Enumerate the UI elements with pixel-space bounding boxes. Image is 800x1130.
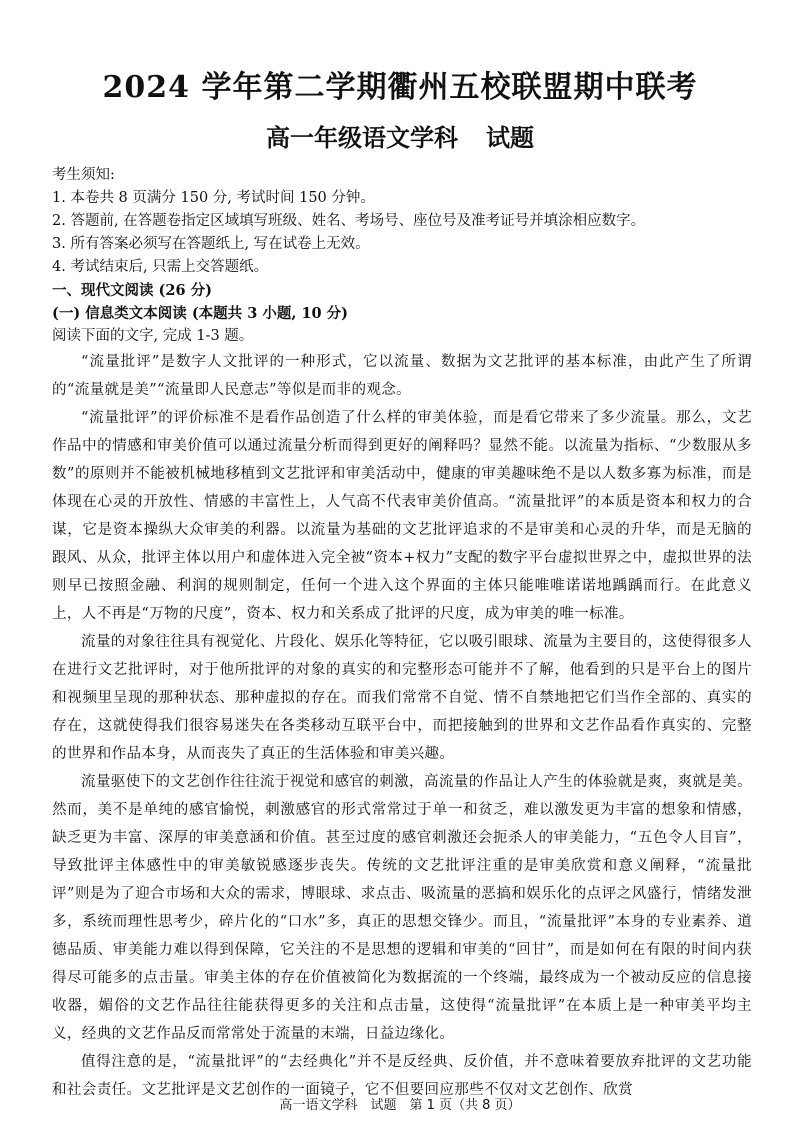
page-footer: 高一语文学科 试题 第 1 页（共 8 页） xyxy=(279,1098,521,1113)
passage-paragraph-3: 流量的对象往往具有视觉化、片段化、娱乐化等特征，它以吸引眼球、流量为主要目的，这使得很多人在进行文艺批评时，对于他所批评的对象的真实的和完整形态可能并不了解，他看到的只是平台上的图片和视频里呈现的那种状态、那种虚拟的存在。而我们常常不自觉、情不自禁地把它们当作全部的、真实的存在，这就使得我们很容易迷失在各类移动互联平台中，而把接触到的世界和文艺作品看作真实的、完整的世界和作品本身，从而丧失了真正的生活体验和审美兴趣。 xyxy=(52,634,752,762)
subject-label: 高一年级语文学科 xyxy=(266,123,458,152)
exam-title: 2024 学年第二学期衢州五校联盟期中联考 xyxy=(102,70,698,105)
notice-item: 2. 答题前, 在答题卷指定区域填写班级、姓名、考场号、座位号及准考证号并填涂相应数字。 xyxy=(52,213,646,229)
section-subheading: (一) 信息类文本阅读 (本题共 3 小题, 10 分) xyxy=(52,305,349,322)
reading-instruction: 阅读下面的文字, 完成 1-3 题。 xyxy=(52,328,254,344)
passage-paragraph-5: 值得注意的是，“流量批评”的“去经典化”并不是反经典、反价值，并不意味着要放弃批评的文艺功能和社会责任。文艺批评是文艺创作的一面镜子，它不但要回应那些不仅对文艺创作、欣赏 xyxy=(52,1054,752,1098)
notice-item: 3. 所有答案必须写在答题纸上, 写在试卷上无效。 xyxy=(52,236,370,252)
exam-subtitle xyxy=(0,118,800,153)
paper-type-label: 试题 xyxy=(486,123,534,152)
notice-item: 1. 本卷共 8 页满分 150 分, 考试时间 150 分钟。 xyxy=(52,190,375,206)
passage-paragraph-1: “流量批评”是数字人文批评的一种形式，它以流量、数据为文艺批评的基本标准，由此产生了所谓的“流量就是美”“流量即人民意志”等似是而非的观念。 xyxy=(52,354,752,398)
notice-heading: 考生须知: xyxy=(52,167,115,183)
notice-item: 4. 考试结束后, 只需上交答题纸。 xyxy=(52,259,269,275)
passage-paragraph-2: “流量批评”的评价标准不是看作品创造了什么样的审美体验，而是看它带来了多少流量。那么，文艺作品中的情感和审美价值可以通过流量分析而得到更好的阐释吗？显然不能。以流量为指标、“少数服从多数”的原则并不能被机械地移植到文艺批评和审美活动中，健康的审美趣味绝不是以人数多寡为标准，而是体现在心灵的开放性、情感的丰富性上，人气高不代表审美价值高。“流量批评”的本质是资本和权力的合谋，它是资本操纵大众审美的利器。以流量为基础的文艺批评追求的不是审美和心灵的升华，而是无脑的跟风、从众，批评主体以用户和虚体进入完全被“资本+权力”支配的数字平台虚拟世界之中，虚拟世界的法则早已按照金融、利润的规则制定，任何一个进入这个界面的主体只能唯唯诺诺地踽踽而行。在此意义上，人不再是“万物的尺度”，资本、权力和关系成了批评的尺度，成为审美的唯一标准。 xyxy=(52,410,752,622)
passage-paragraph-4: 流量驱使下的文艺创作往往流于视觉和感官的刺激，高流量的作品让人产生的体验就是爽，爽就是美。然而，美不是单纯的感官愉悦，刺激感官的形式常常过于单一和贫乏，难以激发更为丰富的想象和情感，缺乏更为丰富、深厚的审美意涵和价值。甚至过度的感官刺激还会扼杀人的审美能力，“五色令人目盲”，导致批评主体感性中的审美敏锐感逐步丧失。传统的文艺批评注重的是审美欣赏和意义阐释，“流量批评”则是为了迎合市场和大众的需求，博眼球、求点击、吸流量的恶搞和娱乐化的点评之风盛行，情绪发泄多，系统而理性思考少，碎片化的“口水”多，真正的思想交锋少。而且，“流量批评”本身的专业素养、道德品质、审美能力难以得到保障，它关注的不是思想的逻辑和审美的“回甘”，而是如何在有限的时间内获得尽可能多的点击量。审美主体的存在价值被简化为数据流的一个终端，最终成为一个被动反应的信息接收器，媚俗的文艺作品往往能获得更多的关注和点击量，这使得“流量批评”在本质上是一种审美平均主义，经典的文艺作品反而常常处于流量的末端，日益边缘化。 xyxy=(52,774,752,1042)
section-heading: 一、现代文阅读 (26 分) xyxy=(52,282,212,299)
page-content xyxy=(52,164,752,1104)
